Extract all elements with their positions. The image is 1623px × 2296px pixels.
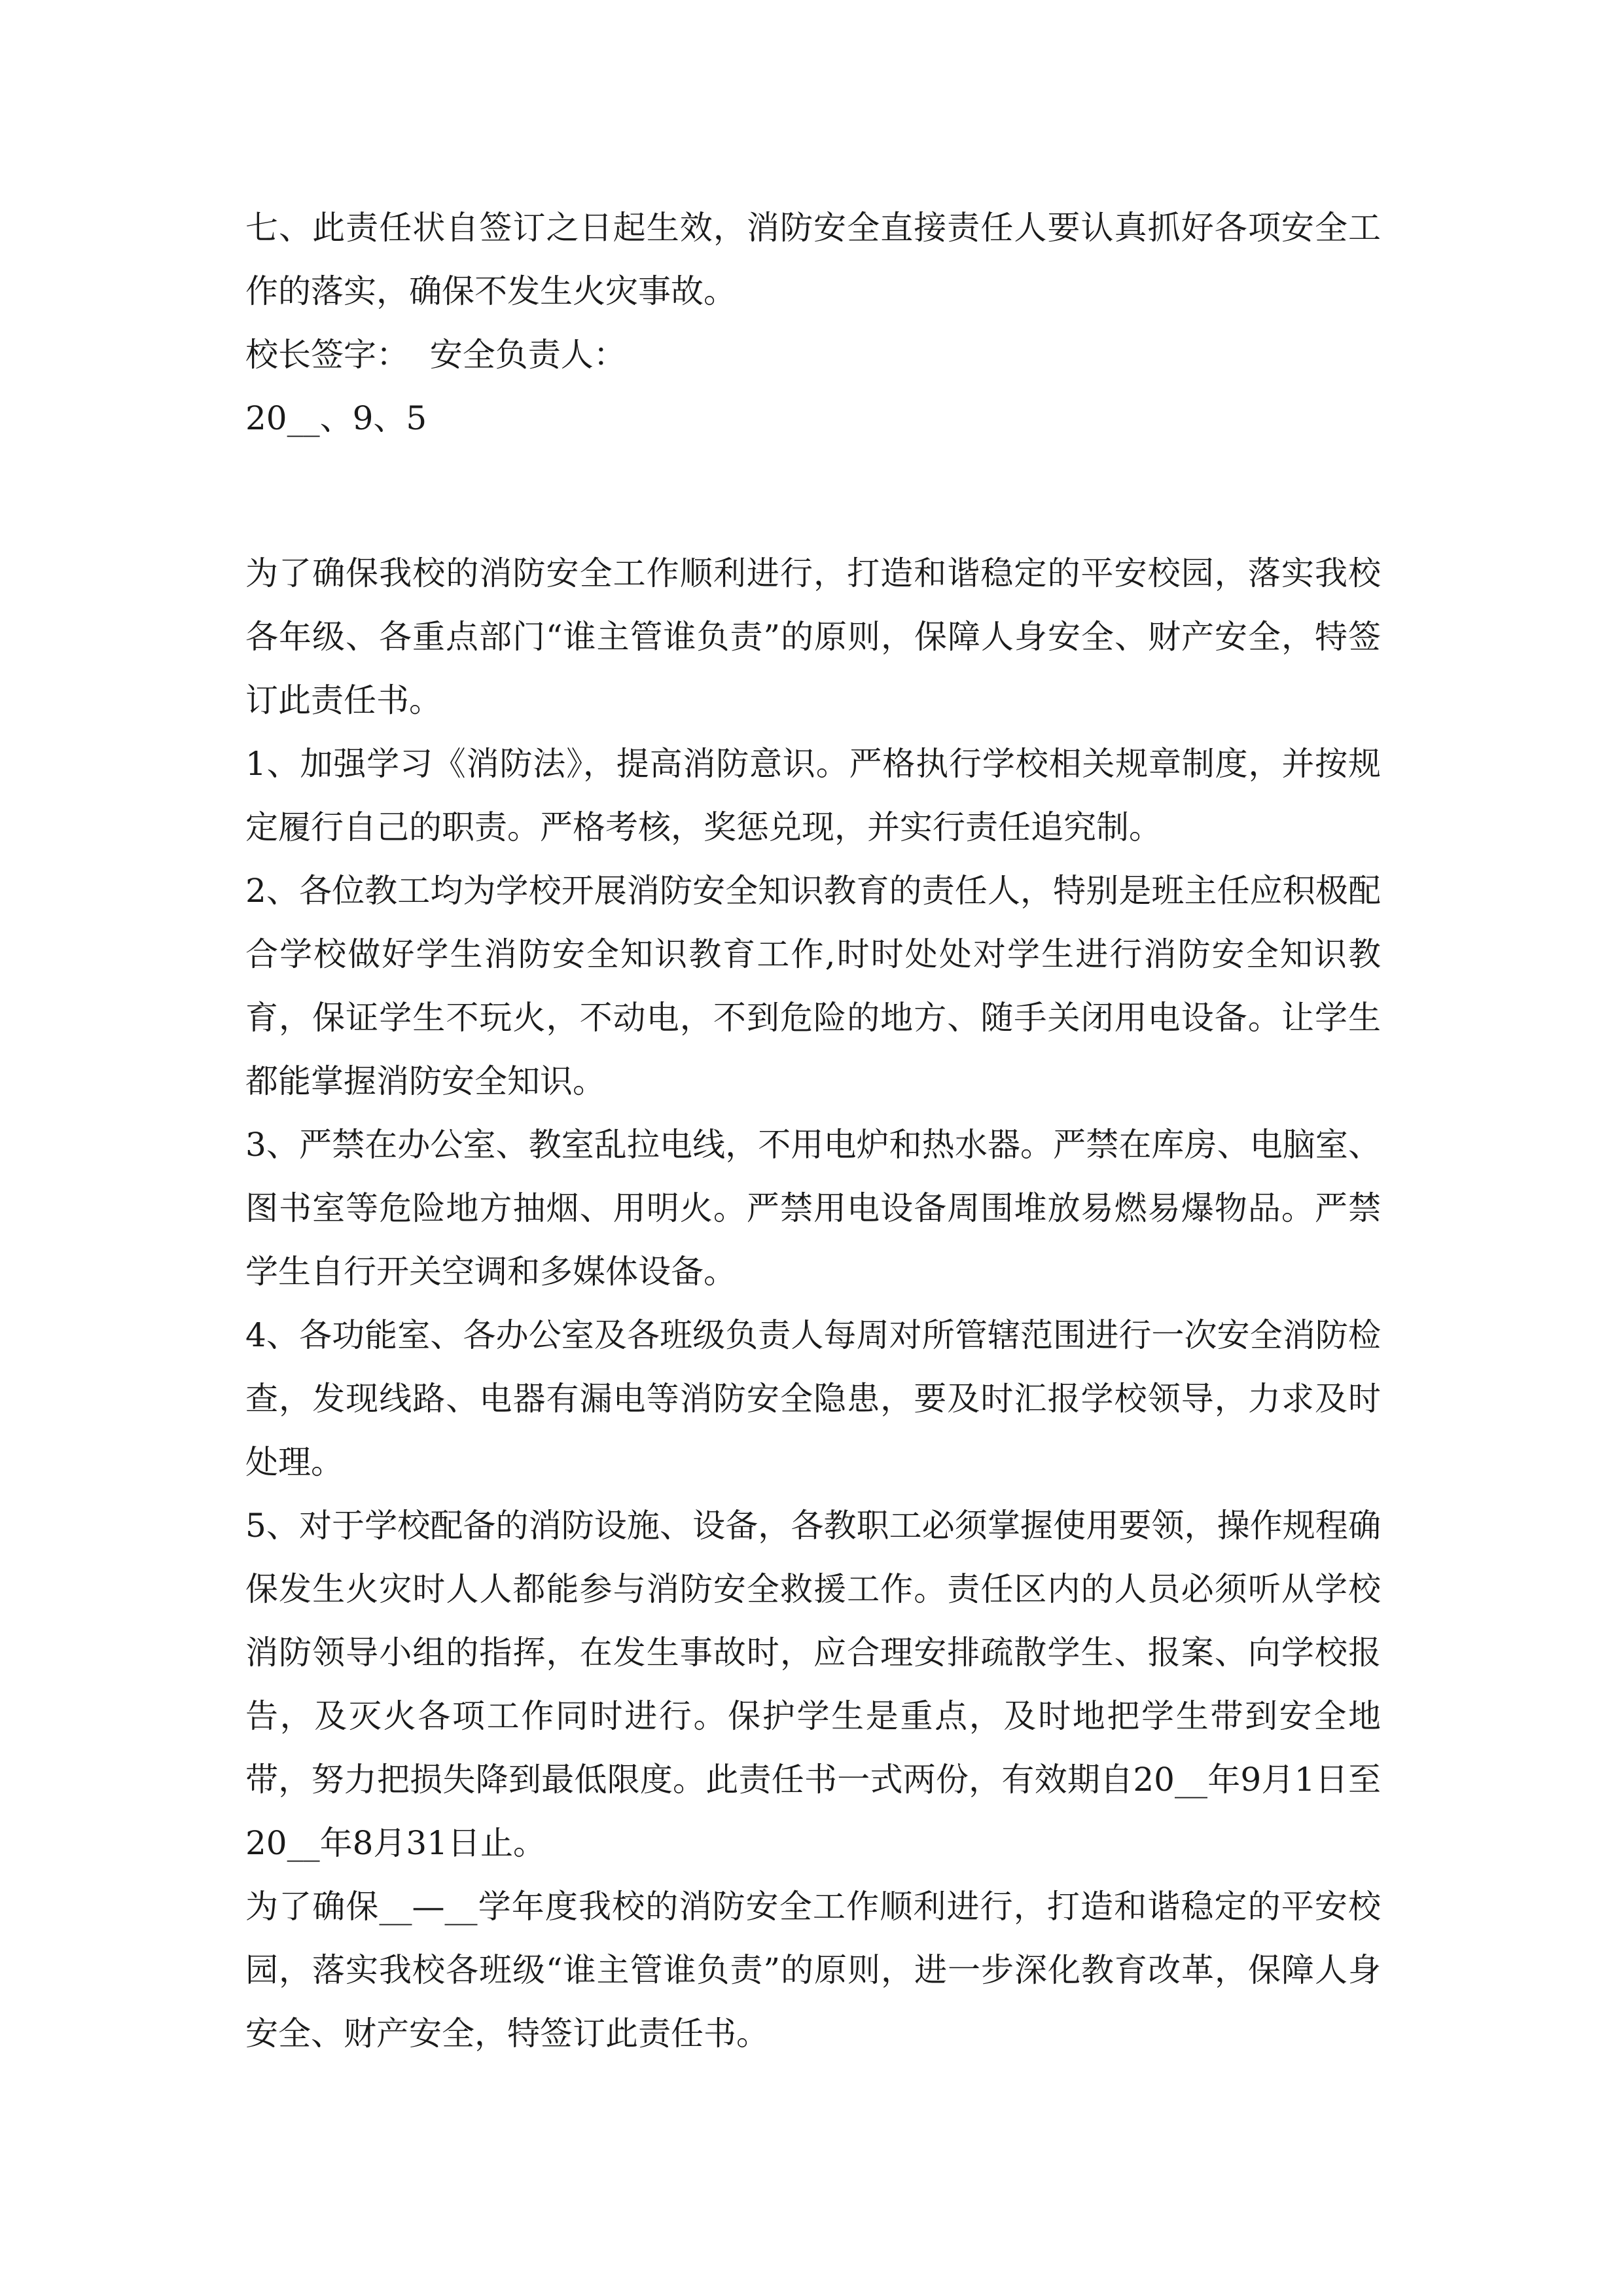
item-2: 2、各位教工均为学校开展消防安全知识教育的责任人，特别是班主任应积极配合学校做好学生消防安全知识教育工作,时时处处对学生进行消防安全知识教育，保证学生不玩火，不动电，不到危险的地方、随手关闭用电设备。让学生都能掌握消防安全知识。 xyxy=(245,872,1381,1100)
paragraph-gap xyxy=(245,450,1381,542)
document-body xyxy=(245,196,1381,2066)
item-1: 1、加强学习《消防法》，提高消防意识。严格执行学校相关规章制度，并按规定履行自己的职责。严格考核，奖惩兑现，并实行责任追究制。 xyxy=(245,745,1381,846)
clause-seven: 七、此责任状自签订之日起生效，消防安全直接责任人要认真抓好各项安全工作的落实，确保不发生火灾事故。 xyxy=(245,209,1381,310)
item-5: 5、对于学校配备的消防设施、设备，各教职工必须掌握使用要领，操作规程确保发生火灾时人人都能参与消防安全救援工作。责任区内的人员必须听从学校消防领导小组的指挥，在发生事故时，应合理安排疏散学生、报案、向学校报告，及灭火各项工作同时进行。保护学生是重点，及时地把学生带到安全地带，努力把损失降到最低限度。此责任书一式两份，有效期自20__年9月1日至20__年8月31日止。 xyxy=(245,1507,1381,1862)
item-3: 3、严禁在办公室、教室乱拉电线，不用电炉和热水器。严禁在库房、电脑室、图书室等危险地方抽烟、用明火。严禁用电设备周围堆放易燃易爆物品。严禁学生自行开关空调和多媒体设备。 xyxy=(245,1126,1381,1291)
signature-line: 校长签字： 安全负责人： xyxy=(245,336,626,374)
intro-paragraph: 为了确保我校的消防安全工作顺利进行，打造和谐稳定的平安校园，落实我校各年级、各重点部门“谁主管谁负责”的原则，保障人身安全、财产安全，特签订此责任书。 xyxy=(245,554,1381,719)
date-line: 20__、9、5 xyxy=(245,399,427,437)
closing-paragraph: 为了确保__—__学年度我校的消防安全工作顺利进行，打造和谐稳定的平安校园，落实我校各班级“谁主管谁负责”的原则，进一步深化教育改革，保障人身安全、财产安全，特签订此责任书。 xyxy=(245,1888,1381,2053)
item-4: 4、各功能室、各办公室及各班级负责人每周对所管辖范围进行一次安全消防检查，发现线路、电器有漏电等消防安全隐患，要及时汇报学校领导，力求及时处理。 xyxy=(245,1316,1381,1481)
